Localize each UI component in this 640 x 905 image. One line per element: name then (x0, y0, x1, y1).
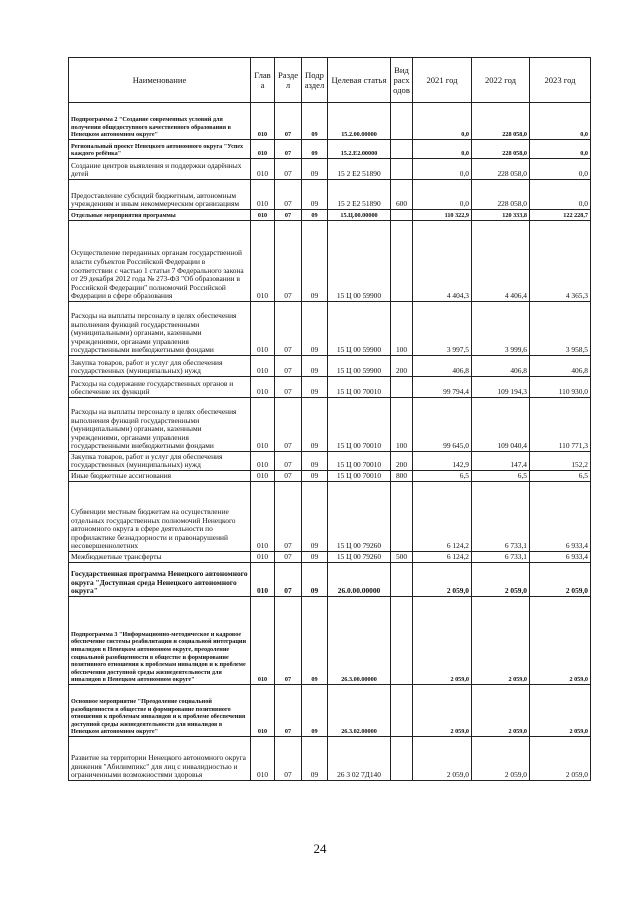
row-razdel-cell: 07 (275, 356, 302, 377)
row-expense-type-cell (391, 597, 413, 685)
row-2023-cell: 6,5 (530, 471, 591, 482)
table-row (69, 377, 591, 398)
row-article-cell: 15 2 Е2 51890 (328, 159, 391, 180)
row-2023-cell: 0,0 (530, 180, 591, 210)
row-expense-type-cell: 500 (391, 552, 413, 563)
row-2023-cell: 3 958,5 (530, 302, 591, 356)
table-row (69, 210, 591, 221)
table-row (69, 302, 591, 356)
row-2021-cell: 3 997,5 (413, 302, 472, 356)
header-name: Наименование (69, 58, 251, 103)
row-2022-cell: 6,5 (472, 471, 530, 482)
row-2022-cell: 2 059,0 (472, 685, 530, 737)
row-podrazdel-cell: 09 (302, 563, 328, 597)
row-2022-cell: 109 040,4 (472, 398, 530, 452)
header-glava: Глав а (251, 58, 275, 103)
row-2022-cell: 228 058,0 (472, 180, 530, 210)
row-name-cell: Межбюджетные трансферты (69, 552, 251, 563)
row-2021-cell: 6 124,2 (413, 552, 472, 563)
row-article-cell: 15 Ц 00 70010 (328, 471, 391, 482)
row-2021-cell: 2 059,0 (413, 685, 472, 737)
row-podrazdel-cell: 09 (302, 685, 328, 737)
row-glava-cell: 010 (251, 159, 275, 180)
row-2021-cell: 6 124,2 (413, 482, 472, 552)
row-glava-cell: 010 (251, 377, 275, 398)
header-2022: 2022 год (472, 58, 530, 103)
row-podrazdel-cell: 09 (302, 356, 328, 377)
budget-table (68, 57, 591, 781)
row-article-cell: 15 2 Е2 51890 (328, 180, 391, 210)
row-podrazdel-cell: 09 (302, 552, 328, 563)
row-2022-cell: 6 733,1 (472, 482, 530, 552)
row-razdel-cell: 07 (275, 377, 302, 398)
row-2023-cell: 406,8 (530, 356, 591, 377)
row-2021-cell: 110 322,9 (413, 210, 472, 221)
row-2023-cell: 4 365,3 (530, 221, 591, 302)
row-razdel-cell: 07 (275, 452, 302, 471)
row-2021-cell: 2 059,0 (413, 597, 472, 685)
row-2023-cell: 152,2 (530, 452, 591, 471)
row-glava-cell: 010 (251, 737, 275, 781)
row-article-cell: 26.3.02.00000 (328, 685, 391, 737)
row-razdel-cell: 07 (275, 103, 302, 140)
table-row (69, 482, 591, 552)
table-row (69, 398, 591, 452)
header-podrazdel: Подр аздел (302, 58, 328, 103)
table-row (69, 140, 591, 159)
table-row (69, 552, 591, 563)
row-2021-cell: 0,0 (413, 159, 472, 180)
row-2022-cell: 6 733,1 (472, 552, 530, 563)
row-razdel-cell: 07 (275, 482, 302, 552)
row-article-cell: 15 Ц 00 70010 (328, 377, 391, 398)
row-glava-cell: 010 (251, 140, 275, 159)
row-article-cell: 15 Ц 00 79260 (328, 552, 391, 563)
row-2021-cell: 2 059,0 (413, 737, 472, 781)
table-row (69, 221, 591, 302)
row-name-cell: Закупка товаров, работ и услуг для обеспечения государственных (муниципальных) нужд (69, 356, 251, 377)
row-name-cell: Расходы на выплаты персоналу в целях обеспечения выполнения функций государственными (муниципальными) органами, казенными учреждениями, органами управления государственными внебюджетными фондами (69, 398, 251, 452)
row-expense-type-cell (391, 737, 413, 781)
row-2022-cell: 3 999,6 (472, 302, 530, 356)
row-expense-type-cell: 600 (391, 180, 413, 210)
row-2021-cell: 406,8 (413, 356, 472, 377)
row-name-cell: Субвенции местным бюджетам на осуществление отдельных государственных полномочий Ненецкого автономного округа в сфере деятельности по профилактике безнадзорности и правонарушений несовершеннолетних (69, 482, 251, 552)
row-article-cell: 15 Ц 00 70010 (328, 398, 391, 452)
row-podrazdel-cell: 09 (302, 452, 328, 471)
row-expense-type-cell (391, 103, 413, 140)
row-glava-cell: 010 (251, 471, 275, 482)
row-razdel-cell: 07 (275, 210, 302, 221)
row-glava-cell: 010 (251, 482, 275, 552)
row-article-cell: 15.2.00.00000 (328, 103, 391, 140)
row-article-cell: 15.2.Е2.00000 (328, 140, 391, 159)
row-expense-type-cell: 100 (391, 398, 413, 452)
header-razdel: Разде л (275, 58, 302, 103)
row-name-cell: Закупка товаров, работ и услуг для обеспечения государственных (муниципальных) нужд (69, 452, 251, 471)
table-body (69, 103, 591, 781)
row-glava-cell: 010 (251, 103, 275, 140)
row-expense-type-cell (391, 210, 413, 221)
row-glava-cell: 010 (251, 221, 275, 302)
row-2021-cell: 99 645,0 (413, 398, 472, 452)
row-expense-type-cell: 100 (391, 302, 413, 356)
header-expense-type: Вид расх одов (391, 58, 413, 103)
table-row (69, 180, 591, 210)
row-glava-cell: 010 (251, 356, 275, 377)
row-razdel-cell: 07 (275, 685, 302, 737)
row-article-cell: 15 Ц 00 59900 (328, 356, 391, 377)
row-article-cell: 15 Ц 00 79260 (328, 482, 391, 552)
row-podrazdel-cell: 09 (302, 398, 328, 452)
row-2022-cell: 228 058,0 (472, 159, 530, 180)
row-2021-cell: 99 794,4 (413, 377, 472, 398)
row-podrazdel-cell: 09 (302, 159, 328, 180)
page-number: 24 (313, 841, 327, 856)
table-row (69, 103, 591, 140)
row-glava-cell: 010 (251, 210, 275, 221)
row-2022-cell: 2 059,0 (472, 597, 530, 685)
row-2023-cell: 2 059,0 (530, 597, 591, 685)
row-razdel-cell: 07 (275, 737, 302, 781)
row-2021-cell: 2 059,0 (413, 563, 472, 597)
row-2023-cell: 0,0 (530, 140, 591, 159)
table-row (69, 452, 591, 471)
row-razdel-cell: 07 (275, 597, 302, 685)
row-2021-cell: 142,9 (413, 452, 472, 471)
row-article-cell: 15 Ц 00 59900 (328, 221, 391, 302)
row-razdel-cell: 07 (275, 180, 302, 210)
row-2023-cell: 6 933,4 (530, 482, 591, 552)
row-article-cell: 26.0.00.00000 (328, 563, 391, 597)
row-name-cell: Отдельные мероприятия программы (69, 210, 251, 221)
table-row (69, 159, 591, 180)
row-name-cell: Предоставление субсидий бюджетным, автономным учреждениям и иным некоммерческим организациям (69, 180, 251, 210)
row-2022-cell: 120 333,8 (472, 210, 530, 221)
row-2023-cell: 6 933,4 (530, 552, 591, 563)
table-row (69, 685, 591, 737)
row-2023-cell: 2 059,0 (530, 563, 591, 597)
row-2022-cell: 109 194,3 (472, 377, 530, 398)
row-podrazdel-cell: 09 (302, 221, 328, 302)
row-podrazdel-cell: 09 (302, 597, 328, 685)
row-expense-type-cell (391, 482, 413, 552)
row-podrazdel-cell: 09 (302, 737, 328, 781)
table-row (69, 597, 591, 685)
row-article-cell: 15 Ц 00 70010 (328, 452, 391, 471)
row-razdel-cell: 07 (275, 159, 302, 180)
row-article-cell: 15 Ц 00 59900 (328, 302, 391, 356)
row-expense-type-cell (391, 140, 413, 159)
row-glava-cell: 010 (251, 398, 275, 452)
row-name-cell: Расходы на содержание государственных органов и обеспечение их функций (69, 377, 251, 398)
row-2022-cell: 406,8 (472, 356, 530, 377)
row-2021-cell: 0,0 (413, 180, 472, 210)
row-podrazdel-cell: 09 (302, 482, 328, 552)
row-2022-cell: 228 058,0 (472, 140, 530, 159)
row-expense-type-cell (391, 159, 413, 180)
row-2023-cell: 0,0 (530, 159, 591, 180)
row-expense-type-cell (391, 685, 413, 737)
row-expense-type-cell (391, 221, 413, 302)
row-2022-cell: 2 059,0 (472, 563, 530, 597)
row-razdel-cell: 07 (275, 471, 302, 482)
row-article-cell: 15.Ц.00.00000 (328, 210, 391, 221)
row-name-cell: Расходы на выплаты персоналу в целях обеспечения выполнения функций государственными (муниципальными) органами, казенными учреждениями, органами управления государственными внебюджетными фондами (69, 302, 251, 356)
row-expense-type-cell: 800 (391, 471, 413, 482)
row-expense-type-cell: 200 (391, 356, 413, 377)
row-name-cell: Развитие на территории Ненецкого автономного округа движения "Абилимпикс" для лиц с инвалидностью и ограниченными возможностями здоровья (69, 737, 251, 781)
row-glava-cell: 010 (251, 685, 275, 737)
row-article-cell: 26 3 02 7Д140 (328, 737, 391, 781)
row-podrazdel-cell: 09 (302, 103, 328, 140)
row-expense-type-cell (391, 563, 413, 597)
row-name-cell: Государственная программа Ненецкого автономного округа "Доступная среда Ненецкого автономного округа" (69, 563, 251, 597)
row-2023-cell: 2 059,0 (530, 737, 591, 781)
row-2022-cell: 228 058,0 (472, 103, 530, 140)
row-2023-cell: 110 771,3 (530, 398, 591, 452)
row-glava-cell: 010 (251, 180, 275, 210)
row-2023-cell: 122 228,7 (530, 210, 591, 221)
table-row (69, 737, 591, 781)
row-podrazdel-cell: 09 (302, 180, 328, 210)
row-2022-cell: 4 406,4 (472, 221, 530, 302)
row-glava-cell: 010 (251, 597, 275, 685)
row-podrazdel-cell: 09 (302, 210, 328, 221)
row-expense-type-cell (391, 377, 413, 398)
table-row (69, 563, 591, 597)
row-name-cell: Основное мероприятие "Преодоление социальной разобщенности в обществе и формирование позитивного отношения к проблемам инвалидов и к проблеме обеспечения доступной среды жизнедеятельности для инвалидов в Ненецком автономном округе" (69, 685, 251, 737)
row-podrazdel-cell: 09 (302, 302, 328, 356)
header-2021: 2021 год (413, 58, 472, 103)
row-razdel-cell: 07 (275, 221, 302, 302)
header-2023: 2023 год (530, 58, 591, 103)
table-row (69, 356, 591, 377)
row-razdel-cell: 07 (275, 398, 302, 452)
row-expense-type-cell: 200 (391, 452, 413, 471)
row-2023-cell: 2 059,0 (530, 685, 591, 737)
row-glava-cell: 010 (251, 552, 275, 563)
row-name-cell: Подпрограмма 2 "Создание современных условий для получения общедоступного качественного образования в Ненецком автономном округе" (69, 103, 251, 140)
row-glava-cell: 010 (251, 452, 275, 471)
row-razdel-cell: 07 (275, 552, 302, 563)
row-2021-cell: 4 404,3 (413, 221, 472, 302)
row-article-cell: 26.3.00.00000 (328, 597, 391, 685)
row-2022-cell: 2 059,0 (472, 737, 530, 781)
row-razdel-cell: 07 (275, 563, 302, 597)
table-header-row (69, 58, 591, 103)
row-name-cell: Осуществление переданных органам государственной власти субъектов Российской Федерации в соответствии с частью 1 статьи 7 Федерального закона от 29 декабря 2012 года № 273-ФЗ "Об образовании в Российской Федерации" полномочий Российской Федерации в сфере образования (69, 221, 251, 302)
header-target-article: Целевая статья (328, 58, 391, 103)
row-2021-cell: 0,0 (413, 103, 472, 140)
row-2022-cell: 147,4 (472, 452, 530, 471)
row-2023-cell: 0,0 (530, 103, 591, 140)
row-podrazdel-cell: 09 (302, 471, 328, 482)
row-razdel-cell: 07 (275, 140, 302, 159)
row-razdel-cell: 07 (275, 302, 302, 356)
row-2023-cell: 110 930,0 (530, 377, 591, 398)
row-name-cell: Иные бюджетные ассигнования (69, 471, 251, 482)
row-name-cell: Создание центров выявления и поддержки одарённых детей (69, 159, 251, 180)
table-row (69, 471, 591, 482)
row-name-cell: Подпрограмма 3 "Информационно-методическое и кадровое обеспечение системы реабилитации и социальной интеграции инвалидов в Ненецком автономном округе, преодоление социальной разобщенности в обществе и формирование позитивного отношения к проблемам инвалидов и к проблеме обеспечения доступной среды жизнедеятельности для инвалидов в Ненецком автономном округе" (69, 597, 251, 685)
row-name-cell: Региональный проект Ненецкого автономного округа "Успех каждого ребёнка" (69, 140, 251, 159)
row-2021-cell: 0,0 (413, 140, 472, 159)
row-glava-cell: 010 (251, 302, 275, 356)
row-glava-cell: 010 (251, 563, 275, 597)
row-podrazdel-cell: 09 (302, 140, 328, 159)
row-podrazdel-cell: 09 (302, 377, 328, 398)
row-2021-cell: 6,5 (413, 471, 472, 482)
